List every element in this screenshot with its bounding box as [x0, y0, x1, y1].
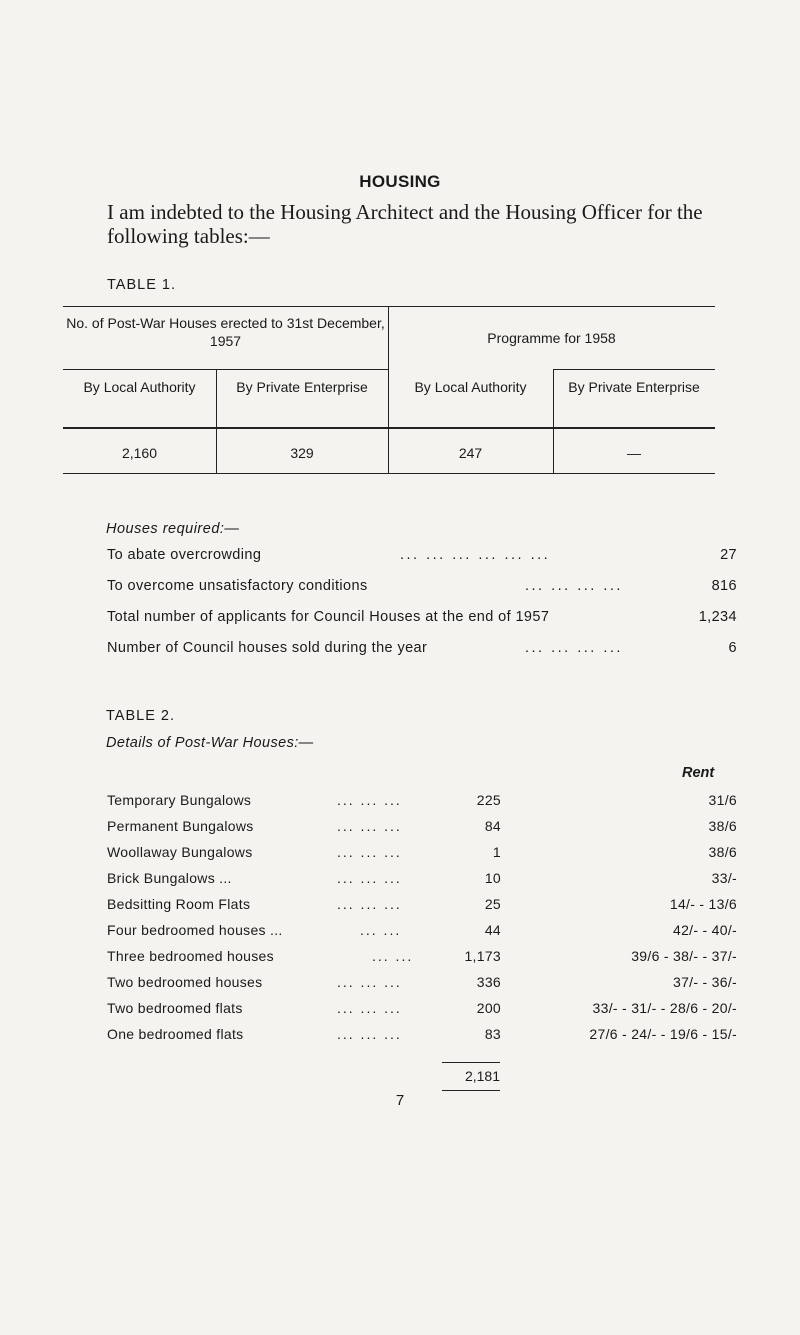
house-count: 83: [484, 1026, 501, 1042]
table1-col-private-enterprise-1958: By Private Enterprise: [568, 379, 700, 395]
row-value: 816: [711, 578, 737, 594]
house-count: 1,173: [464, 948, 501, 964]
row-label: Total number of applicants for Council Houses at the end of 1957: [107, 609, 550, 625]
house-rent: 42/- - 40/-: [673, 922, 737, 938]
house-type: One bedroomed flats: [107, 1026, 244, 1042]
row-dots: ... ... ...: [337, 870, 402, 886]
table-row: [107, 870, 737, 890]
table-row: [107, 1026, 737, 1046]
table1-group-programme: Programme for 1958: [487, 330, 616, 346]
house-type: Four bedroomed houses ...: [107, 922, 283, 938]
house-rent: 33/-: [711, 870, 737, 886]
houses-required-row: [107, 640, 737, 660]
house-rent: 38/6: [708, 844, 737, 860]
house-rent: 31/6: [708, 792, 737, 808]
page-number: 7: [395, 1092, 405, 1109]
row-label: To overcome unsatisfactory conditions: [107, 578, 368, 594]
total-rule-bottom: [442, 1090, 500, 1091]
row-value: 27: [720, 547, 737, 563]
row-value: 6: [728, 640, 737, 656]
row-dots: ... ... ... ... ... ...: [400, 547, 551, 563]
table1-rule-left: [63, 369, 388, 370]
table-row: [107, 844, 737, 864]
houses-required-row: [107, 578, 737, 598]
table1-group-built: No. of Post-War Houses erected to 31st December, 1957: [66, 315, 385, 349]
table1-header-rule: [63, 427, 715, 429]
row-label: To abate overcrowding: [107, 547, 262, 563]
house-type: Three bedroomed houses: [107, 948, 274, 964]
rent-header: Rent: [682, 765, 715, 781]
house-count: 1: [492, 844, 501, 860]
row-value: 1,234: [698, 609, 737, 625]
row-dots: ... ... ...: [337, 896, 402, 912]
houses-required-heading: Houses required:—: [106, 521, 240, 537]
house-count: 336: [476, 974, 501, 990]
row-dots: ... ...: [360, 922, 402, 938]
house-count: 10: [484, 870, 501, 886]
row-dots: ... ... ... ...: [525, 640, 623, 656]
table1-value: 247: [458, 445, 483, 461]
table1-bottom-rule: [63, 473, 715, 474]
table-row: [107, 896, 737, 916]
house-rent: 14/- - 13/6: [669, 896, 737, 912]
table1: [63, 306, 715, 474]
table1-value: 329: [290, 445, 314, 461]
table2-total: 2,181: [464, 1068, 500, 1084]
house-type: Temporary Bungalows: [107, 792, 252, 808]
table1-value: 2,160: [121, 445, 158, 461]
house-count: 44: [484, 922, 501, 938]
house-count: 84: [484, 818, 501, 834]
table-row: [107, 818, 737, 838]
table1-col-local-authority: By Local Authority: [83, 379, 196, 395]
house-count: 200: [476, 1000, 501, 1016]
house-type: Two bedroomed flats: [107, 1000, 243, 1016]
house-type: Woollaway Bungalows: [107, 844, 253, 860]
house-rent: 33/- - 31/- - 28/6 - 20/-: [592, 1000, 737, 1016]
table-row: [107, 1000, 737, 1020]
house-type: Two bedroomed houses: [107, 974, 263, 990]
table1-top-rule: [63, 306, 715, 307]
table1-label: TABLE 1.: [107, 277, 176, 293]
house-type: Brick Bungalows ...: [107, 870, 232, 886]
page-title: HOUSING: [359, 172, 441, 191]
table-row: [107, 792, 737, 812]
house-rent: 39/6 - 38/- - 37/-: [631, 948, 737, 964]
table-row: [107, 948, 737, 968]
total-rule-top: [442, 1062, 500, 1063]
house-count: 225: [476, 792, 501, 808]
house-count: 25: [484, 896, 501, 912]
houses-required-row: [107, 547, 737, 567]
row-dots: ... ... ...: [337, 818, 402, 834]
house-type: Permanent Bungalows: [107, 818, 254, 834]
table2-subtitle: Details of Post-War Houses:—: [106, 735, 314, 751]
house-rent: 27/6 - 24/- - 19/6 - 15/-: [589, 1026, 737, 1042]
row-dots: ... ... ...: [337, 1026, 402, 1042]
house-rent: 37/- - 36/-: [673, 974, 737, 990]
table2-label: TABLE 2.: [106, 708, 175, 724]
table-row: [107, 974, 737, 994]
row-label: Number of Council houses sold during the year: [107, 640, 428, 656]
house-rent: 38/6: [708, 818, 737, 834]
row-dots: ... ...: [372, 948, 414, 964]
houses-required-row: [107, 609, 737, 629]
row-dots: ... ... ...: [337, 844, 402, 860]
table1-col-private-enterprise: By Private Enterprise: [236, 379, 368, 395]
row-dots: ... ... ...: [337, 792, 402, 808]
house-type: Bedsitting Room Flats: [107, 896, 251, 912]
table-row: [107, 922, 737, 942]
table1-rule-right: [553, 369, 715, 370]
row-dots: ... ... ...: [337, 974, 402, 990]
intro-paragraph: I am indebted to the Housing Architect and the Housing Officer for the following tables:—: [107, 200, 703, 248]
row-dots: ... ... ... ...: [525, 578, 623, 594]
row-dots: ... ... ...: [337, 1000, 402, 1016]
table1-value: —: [627, 445, 641, 461]
table1-col-local-authority-1958: By Local Authority: [414, 379, 527, 395]
